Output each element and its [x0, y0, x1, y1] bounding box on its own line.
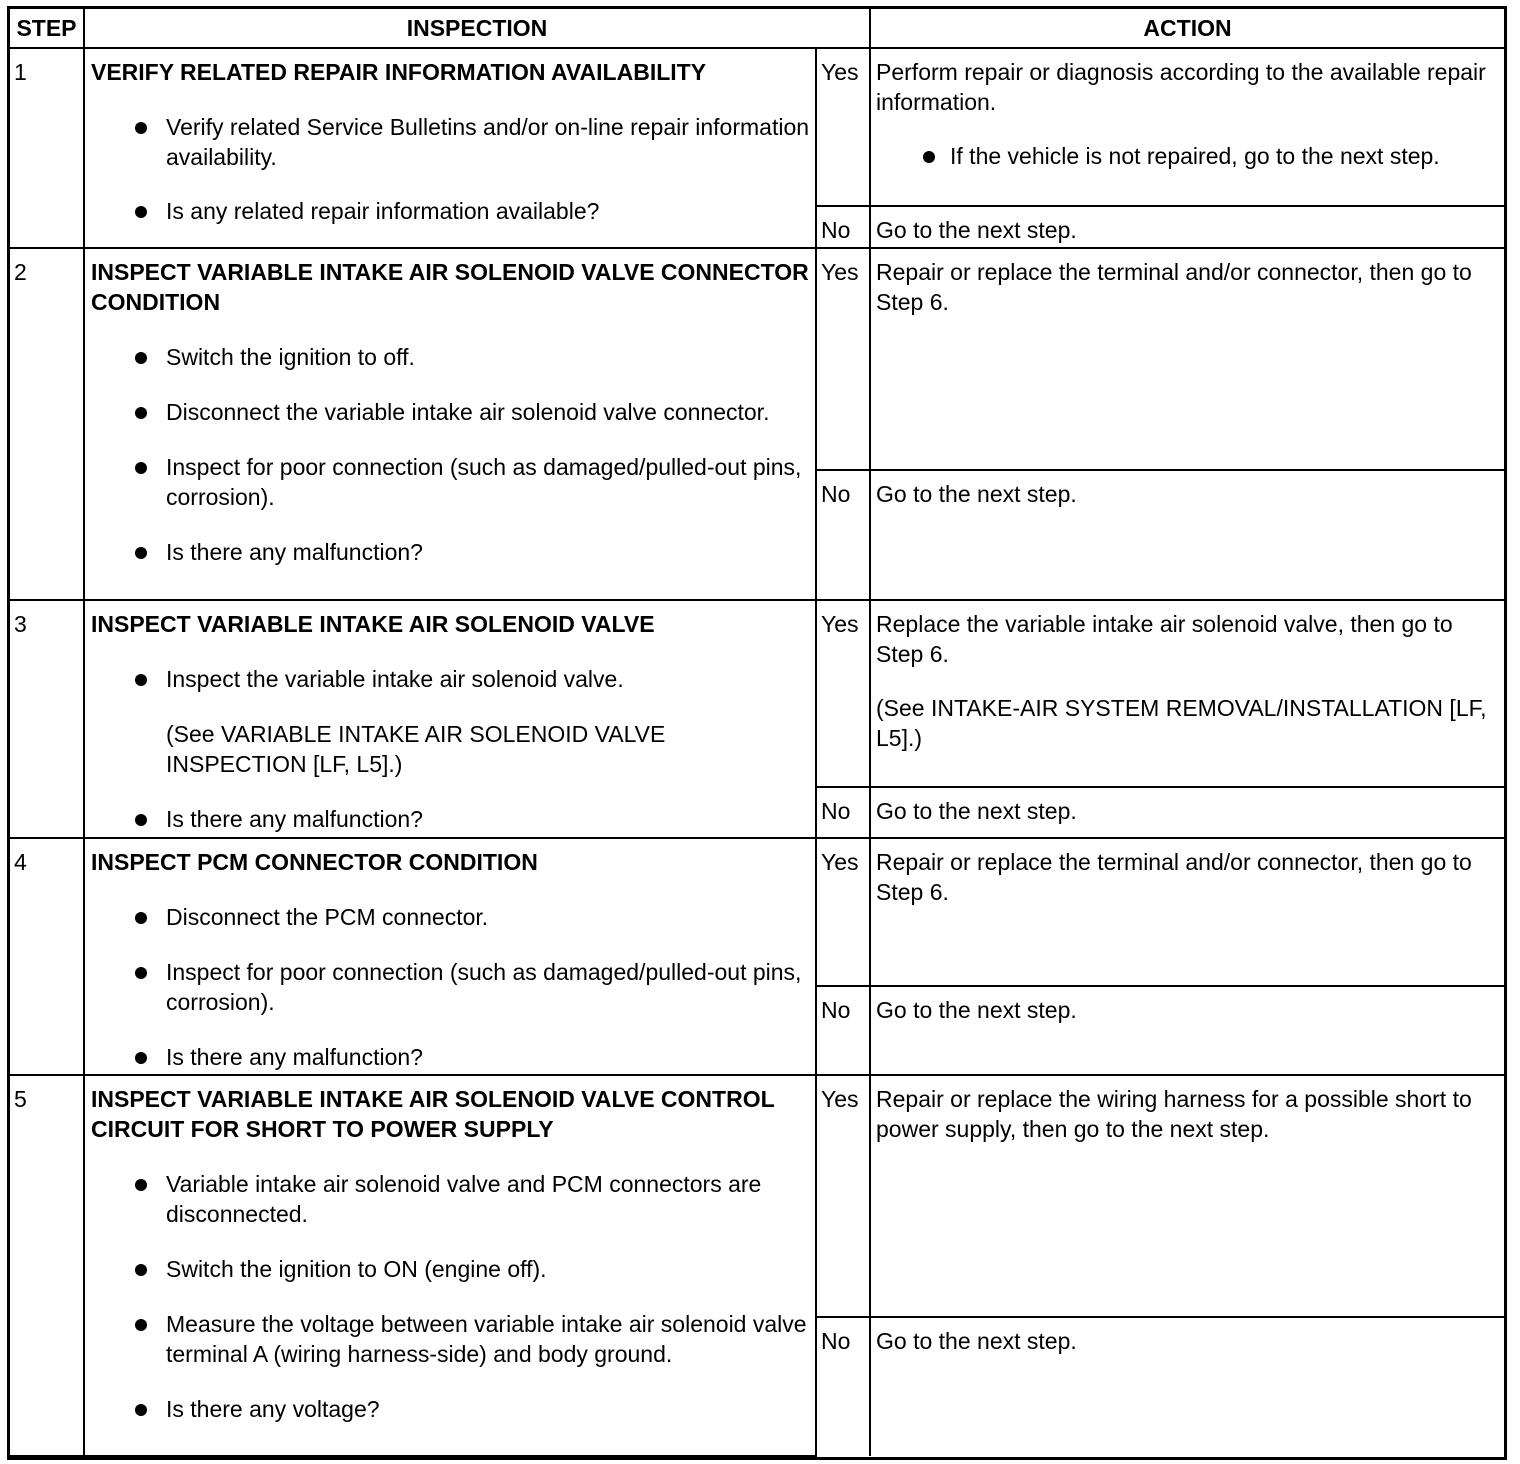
inspection-note: (See VARIABLE INTAKE AIR SOLENOID VALVE INSPECTION [LF, L5].) — [166, 721, 666, 777]
inspection-item: Is any related repair information available? — [166, 196, 811, 226]
step-2-inspection — [84, 248, 816, 600]
step-number: 5 — [10, 1075, 84, 1456]
no-action-text: Go to the next step. — [870, 1317, 1504, 1456]
yes-label: Yes — [816, 248, 870, 470]
inspection-item: Disconnect the PCM connector. — [166, 902, 811, 932]
yes-label: Yes — [816, 838, 870, 986]
yes-action-bullet: If the vehicle is not repaired, go to the next step. — [950, 141, 1500, 171]
inspection-item: Switch the ignition to ON (engine off). — [166, 1254, 811, 1284]
step-number: 3 — [10, 600, 84, 838]
inspection-item: Inspect for poor connection (such as damaged/pulled-out pins, corrosion). — [166, 452, 811, 512]
step-4-inspection — [84, 838, 816, 1075]
step-1-yes-row — [10, 48, 1504, 206]
step-5-yes-row — [10, 1075, 1504, 1317]
inspection-title: INSPECT VARIABLE INTAKE AIR SOLENOID VALVE — [91, 611, 655, 637]
yes-action — [870, 48, 1504, 206]
inspection-item: Measure the voltage between variable intake air solenoid valve terminal A (wiring harness-side) and body ground. — [166, 1309, 811, 1369]
yes-label: Yes — [816, 1075, 870, 1317]
header-inspection: INSPECTION — [84, 9, 870, 48]
inspection-item: Is there any malfunction? — [166, 1042, 811, 1072]
no-label: No — [816, 986, 870, 1075]
step-3-yes-row — [10, 600, 1504, 787]
inspection-item: Is there any malfunction? — [166, 804, 811, 834]
yes-label: Yes — [816, 600, 870, 787]
inspection-item: Verify related Service Bulletins and/or on-line repair information availability. — [166, 114, 810, 170]
header-step: STEP — [10, 9, 84, 48]
yes-action-note: (See INTAKE-AIR SYSTEM REMOVAL/INSTALLATION [LF, L5].) — [876, 695, 1487, 751]
yes-action-text: Perform repair or diagnosis according to the available repair information. — [876, 59, 1486, 115]
diagnostic-procedure-table — [7, 6, 1507, 1460]
yes-action-text: Replace the variable intake air solenoid valve, then go to Step 6. — [876, 611, 1453, 667]
no-action-text: Go to the next step. — [870, 470, 1504, 600]
step-1-inspection — [84, 48, 816, 248]
step-number: 4 — [10, 838, 84, 1075]
yes-action-text: Repair or replace the terminal and/or connector, then go to Step 6. — [870, 838, 1504, 986]
yes-action-text: Repair or replace the terminal and/or connector, then go to Step 6. — [870, 248, 1504, 470]
inspection-item: Is there any malfunction? — [166, 537, 811, 567]
inspection-item: Inspect for poor connection (such as damaged/pulled-out pins, corrosion). — [166, 957, 811, 1017]
step-number: 2 — [10, 248, 84, 600]
header-row — [10, 9, 1504, 48]
yes-label: Yes — [816, 48, 870, 206]
inspection-item: Disconnect the variable intake air solenoid valve connector. — [166, 397, 811, 427]
step-5-inspection — [84, 1075, 816, 1456]
step-2-yes-row — [10, 248, 1504, 470]
no-label: No — [816, 1317, 870, 1456]
step-number: 1 — [10, 48, 84, 248]
inspection-title: INSPECT PCM CONNECTOR CONDITION — [91, 849, 538, 875]
no-action-text: Go to the next step. — [870, 206, 1504, 248]
inspection-title: VERIFY RELATED REPAIR INFORMATION AVAILABILITY — [91, 59, 707, 85]
inspection-item: Variable intake air solenoid valve and PCM connectors are disconnected. — [166, 1169, 811, 1229]
step-4-yes-row — [10, 838, 1504, 986]
no-label: No — [816, 470, 870, 600]
inspection-item: Switch the ignition to off. — [166, 342, 811, 372]
no-label: No — [816, 787, 870, 838]
yes-action — [870, 600, 1504, 787]
inspection-item: Is there any voltage? — [166, 1394, 811, 1424]
yes-action-text: Repair or replace the wiring harness for a possible short to power supply, then go to the next step. — [870, 1075, 1504, 1317]
no-action-text: Go to the next step. — [870, 787, 1504, 838]
header-action: ACTION — [870, 9, 1504, 48]
inspection-title: INSPECT VARIABLE INTAKE AIR SOLENOID VALVE CONNECTOR CONDITION — [91, 259, 809, 315]
no-action-text: Go to the next step. — [870, 986, 1504, 1075]
inspection-title: INSPECT VARIABLE INTAKE AIR SOLENOID VALVE CONTROL CIRCUIT FOR SHORT TO POWER SUPPLY — [91, 1086, 775, 1142]
no-label: No — [816, 206, 870, 248]
step-3-inspection — [84, 600, 816, 838]
inspection-item: Inspect the variable intake air solenoid valve. — [166, 664, 811, 694]
